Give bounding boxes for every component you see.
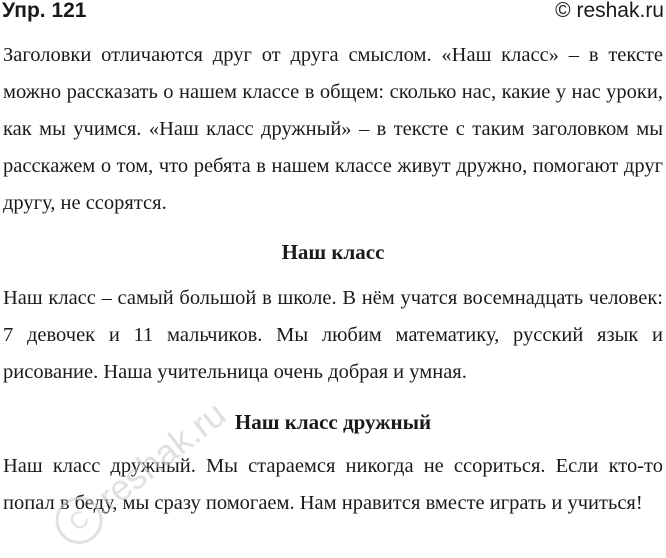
svg-text:C: C — [64, 504, 95, 537]
heading-our-class: Наш класс — [281, 240, 385, 264]
intro-paragraph: Заголовки отличаются друг от друга смыслом. «Наш класс» – в тексте можно рассказать о нашем классе в общем: сколько нас, какие у нас уроки, как мы учимся. «Наш класс дружный» – в тексте с таким заголовком мы расскажем о том, что ребята в нашем классе живут дружно, помогают друг другу, не ссорятся. — [3, 44, 663, 214]
exercise-number: Упр. 121 — [2, 0, 87, 22]
copyright-notice: © reshak.ru — [555, 0, 664, 22]
text-our-class-friendly: Наш класс дружный. Мы стараемся никогда не ссориться. Если кто-то попал в беду, мы сразу помогаем. Нам нравится вместе играть и учиться! — [3, 455, 663, 514]
heading-our-class-friendly: Наш класс дружный — [234, 410, 432, 434]
text-our-class: Наш класс – самый большой в школе. В нём учатся восемнадцать человек: 7 девочек и 11 мальчиков. Мы любим математику, русский язык и рисование. Наша учительница очень добрая и умная. — [3, 287, 663, 383]
page-header — [0, 0, 666, 26]
watermark-text: reshak.ru — [89, 392, 234, 518]
